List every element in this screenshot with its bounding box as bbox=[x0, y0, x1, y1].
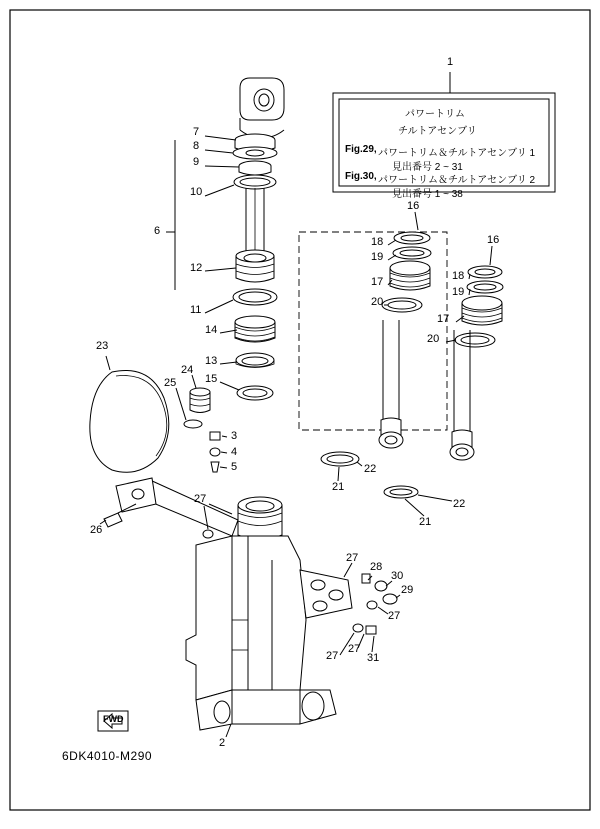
callout-16-right: 16 bbox=[487, 234, 500, 246]
callout-4: 4 bbox=[231, 446, 238, 458]
callout-30: 30 bbox=[391, 570, 404, 582]
callout-19-right: 19 bbox=[452, 286, 465, 298]
callout-2: 2 bbox=[219, 737, 226, 749]
callout-17-left: 17 bbox=[371, 276, 384, 288]
titlebox-ref-1-index: 見出番号 1 ~ 38 bbox=[392, 189, 463, 200]
callout-12: 12 bbox=[190, 262, 203, 274]
callout-27-c: 27 bbox=[326, 650, 339, 662]
callout-15: 15 bbox=[205, 373, 218, 385]
titlebox-ref-1-fig: Fig.30, bbox=[345, 171, 377, 182]
callout-27-a: 27 bbox=[346, 552, 359, 564]
callout-14: 14 bbox=[205, 324, 218, 336]
callout-6: 6 bbox=[154, 225, 161, 237]
callout-27-b: 27 bbox=[388, 610, 401, 622]
callout-23: 23 bbox=[96, 340, 109, 352]
callout-25: 25 bbox=[164, 377, 177, 389]
callout-10: 10 bbox=[190, 186, 203, 198]
titlebox-ref-0-index: 見出番号 2 ~ 31 bbox=[392, 162, 463, 173]
callout-22-left: 22 bbox=[364, 463, 377, 475]
part-code: 6DK4010-M290 bbox=[62, 749, 153, 763]
callout-13: 13 bbox=[205, 355, 218, 367]
callout-18-left: 18 bbox=[371, 236, 384, 248]
titlebox-ref-1-name: パワートリム＆チルトアセンブリ 2 bbox=[378, 175, 536, 186]
callout-7: 7 bbox=[193, 126, 200, 138]
callout-3: 3 bbox=[231, 430, 238, 442]
callout-18-right: 18 bbox=[452, 270, 465, 282]
callout-9: 9 bbox=[193, 156, 200, 168]
callout-20-left: 20 bbox=[371, 296, 384, 308]
callout-21-right: 21 bbox=[419, 516, 432, 528]
callout-21-left: 21 bbox=[332, 481, 345, 493]
callout-8: 8 bbox=[193, 140, 200, 152]
titlebox-ref-0-fig: Fig.29, bbox=[345, 144, 377, 155]
callout-1: 1 bbox=[447, 56, 454, 68]
callout-27-upper: 27 bbox=[194, 493, 207, 505]
callout-22-right: 22 bbox=[453, 498, 466, 510]
callout-5: 5 bbox=[231, 461, 238, 473]
callout-29: 29 bbox=[401, 584, 414, 596]
titlebox-line2: チルトアセンブリ bbox=[398, 126, 477, 137]
callout-31: 31 bbox=[367, 652, 380, 664]
callout-28: 28 bbox=[370, 561, 383, 573]
callout-20-right: 20 bbox=[427, 333, 440, 345]
callout-16-left: 16 bbox=[407, 200, 420, 212]
callout-11: 11 bbox=[190, 304, 202, 316]
callout-19-left: 19 bbox=[371, 251, 384, 263]
fwd-marker-label: FWD bbox=[103, 714, 124, 724]
callout-27-d: 27 bbox=[348, 643, 361, 655]
titlebox-ref-0-name: パワートリム＆チルトアセンブリ 1 bbox=[378, 148, 536, 159]
callout-17-right: 17 bbox=[437, 313, 450, 325]
titlebox-line1: パワートリム bbox=[405, 109, 465, 120]
callout-24: 24 bbox=[181, 364, 194, 376]
callout-26: 26 bbox=[90, 524, 103, 536]
